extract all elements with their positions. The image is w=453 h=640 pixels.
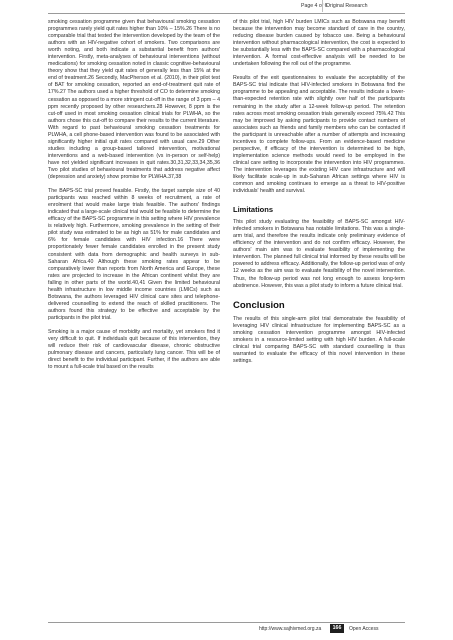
left-column [48,19,220,378]
right-paragraph-1: of this pilot trial, high HIV burden LMICs such as Botswana may benefit because the intervention may become standard of care in the country, reducing disease burden caused by tobacco use. Being a behavioural intervention without pharmacological intervention, the cost is expected to be substantially less with the BAPS-SC compared with a pharmacological intervention. A formal cost-effective analysis will be needed to be undertaken following the roll out of the programme. [233,19,405,68]
header-rule [48,13,405,14]
page-number-badge: 166 [330,624,344,633]
left-paragraph-1: smoking cessation programme given that behavioural smoking cessation programmes rarely yield quit rates higher than 10% – 15%.26 There is no comparable trial that tested the intervention developed by the team of the authors with an HIV-negative cohort of smokers. Two comparisons are worth noting, and both indicate a substantial benefit from authors' intervention. Firstly, meta-analyses of behavioural interventions (without medications) for smoking cessation noted in classic cognitive-behavioural theory show that they yield quit rates of generally less than 15% at the end of treatment.26 Secondly, MacPherson et al. (2010), in their pilot test of BAT for smoking cessation, reported an end-of-treatment quit rate of 17%.27 The authors used a higher threshold of CO to determine smoking cessation as opposed to a more stringent cut-off in the range of 3 ppm – 4 ppm recently proposed by other researchers.28 However, 8 ppm is the cut-off used in most smoking cessation clinical trials for PLWHA, so the authors chose this cut-off to compare their results to the current literature. With regard to past behavioural smoking cessation treatments for PLWHA, a cell phone-based intervention was found to be associated with significantly higher initial quit rates compared with usual care.29 Other studies including a group-based tailored intervention, motivational interventions and a web-based intervention (vs in-person or self-help) have not yielded significant increases in quit rates.30,31,32,33,34,35,36 Two pilot studies of behavioural treatments that address negative affect (depression and anxiety) show promise for PLWHA.37,38 [48,19,220,181]
right-paragraph-2: Results of the exit questionnaires to evaluate the acceptability of the BAPS-SC trial indicate that HIV-infected smokers in Botswana find the programme to be appealing and acceptable. The results indicate a lower-than-expected retention rate with slightly over half of the participants remaining in the study after a 12-week follow-up period. The retention rates across most smoking cessation trials generally exceed 75%.42 This may be improved by asking participants to provide contact numbers of associates such as friends and family members who can be contacted if the participant is unreachable after a number of attempts and increasing incentives to complete follow-ups. From an evidence-based medicine perspective, if efficacy of the intervention is determined to be high, implementation science methods would need to be employed in the clinical care setting to incorporate the intervention into HIV programmes. The intervention leverages the existing HIV care infrastructure and will likely facilitate scale-up in sub-Saharan African settings where HIV is common and smoking continues to emerge as a threat to HIV-positive individuals' health and survival. [233,75,405,195]
right-paragraph-4: The results of this single-arm pilot trial demonstrate the feasibility of leveraging HIV clinical infrastructure for implementing BAPS-SC as a smoking cessation intervention programme amongst HIV-infected smokers in a resource-limited setting with high HIV burden. A full-scale clinical trial comparing BAPS-SC with standard counselling is thus warranted to evaluate the efficacy of this novel intervention in these settings. [233,315,405,364]
open-access-label: Open Access [349,626,379,632]
page-label: Page 4 of 6 [301,3,328,9]
section-label: Original Research [326,3,368,9]
left-paragraph-3: Smoking is a major cause of morbidity and mortality, yet smokers find it very difficult to quit. If individuals quit because of this intervention, they will reduce their risk of cardiovascular disease, chronic obstructive pulmonary disease and cancers, particularly lung cancer. This will be of direct benefit to the individual participant. Further, if the authors are able to mount a full-scale trial based on the results [48,328,220,371]
page-footer [0,622,453,636]
conclusion-heading: Conclusion [233,299,285,311]
page-header [0,0,453,14]
limitations-heading: Limitations [233,205,274,215]
right-column [233,19,405,372]
left-paragraph-2: The BAPS-SC trial proved feasible. Firstly, the target sample size of 40 participants was reached within 8 weeks of recruitment, a rate of enrolment that would make large trials feasible. The authors' findings indicated that a large-scale clinical trial would be feasible to determine the efficacy of the BAPS-SC programme in this setting where HIV prevalence is relatively high. Furthermore, smoking prevalence in the setting of their pilot study was estimated to be as high as 51% for male candidates and 6% for female candidates with HIV infection.16 There were proportionately fewer female candidates enrolled in the present study consistent with data from demographic and health surveys in sub-Saharan Africa.40 Although these smoking rates appear to be comparatively lower than reports from North America and Europe, these rates are projected to increase in the African continent whilst they are falling in other parts of the world.40,41 Given the limited behavioural health infrastructure in low middle income countries (LMICs) such as Botswana, the authors leveraged HIV clinical care sites and telephone-delivered counselling to extend the reach of skilled practitioners. The authors found this strategy to be effective and acceptable by the participants in the pilot trial. [48,188,220,321]
right-paragraph-3: This pilot study evaluating the feasibility of BAPS-SC amongst HIV-infected smokers in Botswana has notable limitations. This was a single-arm trial, and therefore the results indicate only preliminary evidence of efficiency of the intervention and do not confirm efficacy. However, the authors' main aim was to evaluate feasibility of implementing the intervention. The planned full clinical trial informed by these results will be powered to address efficacy. Additionally, the follow-up period was of only 12 weeks as the aim was to evaluate feasibility of the novel intervention. Thus, the follow-up period was not long enough to assess long-term abstinence. However, this was a pilot study to inform a future clinical trial. [233,219,405,289]
header-separator [322,0,323,12]
footer-rule [48,622,405,623]
journal-url[interactable]: http://www.sajhivmed.org.za [259,626,322,632]
